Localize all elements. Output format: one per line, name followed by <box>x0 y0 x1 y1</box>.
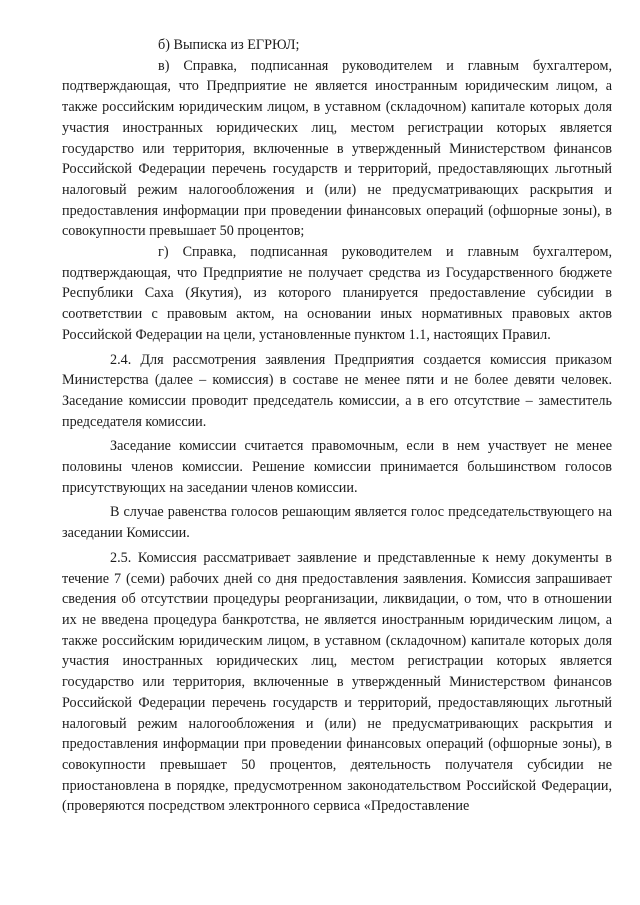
item-label: б) <box>158 37 170 53</box>
document-body <box>62 35 612 817</box>
paragraph-text: В случае равенства голосов решающим является голос председательствующего на заседании Комиссии. <box>62 504 612 542</box>
list-item-b <box>62 35 612 56</box>
paragraph-text: Заседание комиссии считается правомочным, если в нем участвует не менее половины членов комиссии. Решение комиссии принимается большинством голосов присутствующих на заседании членов комиссии. <box>62 438 612 496</box>
item-text: Выписка из ЕГРЮЛ; <box>173 37 300 53</box>
item-text: Справка, подписанная руководителем и главным бухгалтером, подтверждающая, что Предприятие не получает средства из Государственного бюджете Республики Саха (Якутия), из которого планируется предоставление субсидии в соответствии с правовым актом, на основании иных нормативных правовых актов Российской Федерации на цели, установленные пунктом 1.1, настоящих Правил. <box>62 244 613 343</box>
list-item-g <box>62 242 612 346</box>
list-item-v <box>62 56 612 242</box>
clause-number: 2.4. <box>110 351 132 368</box>
clause-2-4 <box>62 350 612 433</box>
paragraph-tie-vote <box>62 502 612 543</box>
paragraph-quorum <box>62 436 612 498</box>
item-text: Справка, подписанная руководителем и главным бухгалтером, подтверждающая, что Предприятие не является иностранным юридическим лицом, а также российским юридическим лицом, в уставном (складочном) капитале которых доля участия иностранных юридических лиц, местом регистрации которых является государство или территория, включенные в утвержденный Министерством финансов Российской Федерации перечень государств и территорий, предоставляющих льготный налоговый режим налогообложения и (или) не предусматривающих раскрытия и предоставления информации при проведении финансовых операций (офшорные зоны), в совокупности превышает 50 процентов; <box>62 57 612 240</box>
clause-text: Комиссия рассматривает заявление и представленные к нему документы в течение 7 (семи) рабочих дней со дня предоставления заявления. Комиссия запрашивает сведения об отсутствии процедуры реорганизации, ликвидации, о том, что в отношении их не введена процедура банкротства, не является иностранным юридическим лицом, а также российским юридическим лицом, в уставном (складочном) капитале которых доля участия иностранных юридических лиц, местом регистрации которых является государство или территория, включенные в утвержденный Министерством финансов Российской Федерации перечень государств и территорий, предоставляющих льготный налоговый режим налогообложения и (или) не предусматривающих раскрытия и предоставления информации при проведении финансовых операций (офшорные зоны), в совокупности превышает 50 процентов, деятельность получателя субсидии не приостановлена в порядке, предусмотренном законодательством Российской Федерации, (проверяются посредством электронного сервиса «Предоставление <box>62 549 612 815</box>
item-label: г) <box>158 244 169 261</box>
clause-text: Для рассмотрения заявления Предприятия создается комиссия приказом Министерства (далее – комиссия) в составе не менее пяти и не более девяти человек. Заседание комиссии проводит председатель комиссии, а в его отсутствие – заместитель председателя комиссии. <box>62 351 612 430</box>
item-label: в) <box>158 57 170 74</box>
clause-number: 2.5. <box>110 549 132 566</box>
clause-2-5 <box>62 548 612 817</box>
